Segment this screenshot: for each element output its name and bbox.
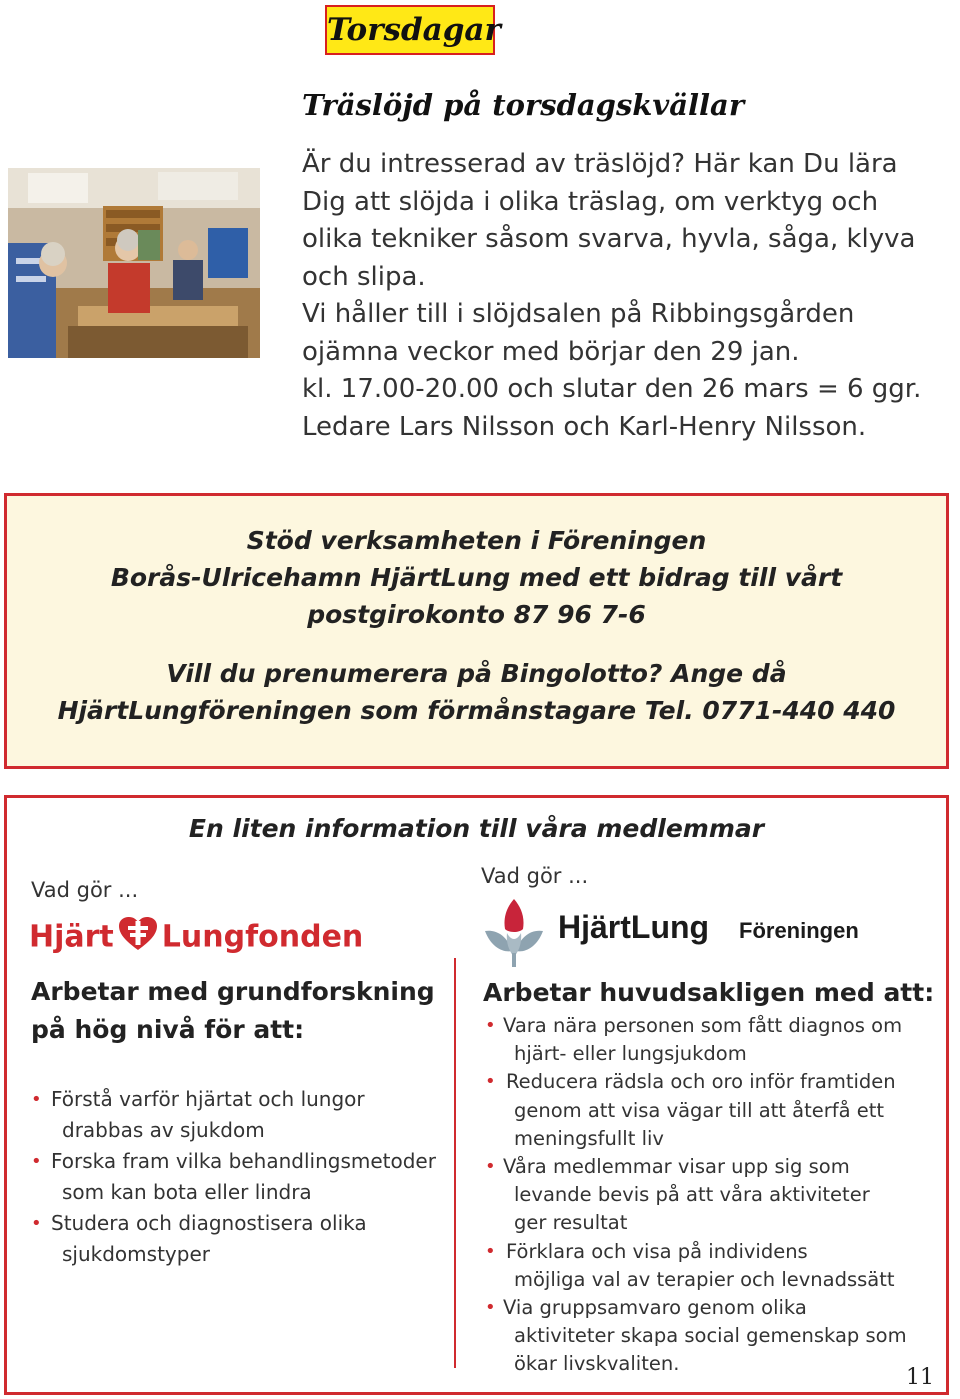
- list-item: • Via gruppsamvaro genom olika aktiviteter skapa social gemenskap som ökar livskvaliten.: [485, 1296, 907, 1376]
- support-account-line: postgirokonto 87 96 7-6: [307, 600, 646, 629]
- support-line: Borås-Ulricehamn HjärtLung med ett bidrag till vårt: [110, 563, 843, 592]
- body-line: Är du intresserad av träslöjd? Här kan Du lära: [302, 149, 898, 179]
- bullet-icon: •: [31, 1151, 42, 1172]
- bullet-icon: •: [485, 1240, 496, 1262]
- list-item: • Våra medlemmar visar upp sig som levande bevis på att våra aktiviteter ger resultat: [485, 1155, 870, 1235]
- body-line: Dig att slöjda i olika träslag, om verktyg och: [302, 186, 879, 217]
- bingolotto-phone-line: HjärtLungföreningen som förmånstagare Tel. 0771-440 440: [57, 696, 896, 725]
- hjartlung-foreningen-logo: [481, 895, 901, 970]
- column-divider: [454, 958, 456, 1368]
- logo-text-part1: Hjärt: [29, 919, 114, 955]
- hjartlung-logo-main: HjärtLung: [558, 909, 710, 945]
- bullet-icon: •: [31, 1089, 42, 1110]
- list-item: • Förklara och visa på individens möjliga val av terapier och levnadssätt: [485, 1239, 895, 1291]
- left-heading-line: på hög nivå för att:: [31, 1015, 305, 1044]
- list-item: • Forska fram vilka behandlingsmetoder som kan bota eller lindra: [31, 1146, 436, 1208]
- right-column-heading: Arbetar huvudsakligen med att:: [483, 978, 935, 1007]
- body-line: kl. 17.00-20.00 och slutar den 26 mars = 6 ggr.: [302, 374, 922, 404]
- article-heading: Träslöjd på torsdagskvällar: [302, 88, 745, 122]
- left-bullet-list: [31, 1084, 436, 1270]
- page-number: 11: [906, 1365, 934, 1390]
- heart-cross-icon: [118, 916, 158, 960]
- list-item: • Förstå varför hjärtat och lungor drabbas av sjukdom: [31, 1084, 436, 1146]
- support-line: Stöd verksamheten i Föreningen: [246, 526, 707, 555]
- info-title: En liten information till våra medlemmar: [188, 814, 765, 843]
- bullet-icon: •: [485, 1156, 496, 1178]
- body-line: Vi håller till i slöjdsalen på Ribbingsgården: [302, 299, 855, 329]
- left-vad-gor: Vad gör ...: [31, 878, 139, 902]
- bullet-icon: •: [31, 1213, 42, 1234]
- left-column-heading: [31, 973, 435, 1049]
- section-tag: Torsdagar: [325, 5, 495, 55]
- hjartlung-logo-sub: Föreningen: [739, 918, 859, 943]
- tulip-icon: [481, 895, 547, 971]
- bullet-icon: •: [485, 1071, 496, 1093]
- support-box: [4, 493, 949, 769]
- bullet-icon: •: [485, 1297, 496, 1319]
- hjart-lungfonden-logo: [29, 916, 363, 960]
- body-line: och slipa.: [302, 261, 426, 292]
- list-item: • Reducera rädsla och oro inför framtiden genom att visa vägar till att återfå ett meningsfullt liv: [485, 1070, 896, 1150]
- body-line: Ledare Lars Nilsson och Karl-Henry Nilsson.: [302, 411, 867, 442]
- bingolotto-line: Vill du prenumerera på Bingolotto? Ange då: [166, 659, 787, 688]
- right-bullet-list: [483, 1012, 907, 1379]
- list-item: • Vara nära personen som fått diagnos om hjärt- eller lungsjukdom: [485, 1014, 903, 1066]
- logo-text-part2: Lungfonden: [161, 919, 364, 955]
- bullet-icon: •: [485, 1015, 496, 1036]
- woodworking-photo: [8, 168, 260, 358]
- left-heading-line: Arbetar med grundforskning: [31, 977, 435, 1006]
- body-line: olika tekniker såsom svarva, hyvla, såga, klyva: [302, 224, 916, 254]
- list-item: • Studera och diagnostisera olika sjukdomstyper: [31, 1208, 436, 1270]
- article-body: [302, 146, 947, 446]
- member-info-box: [4, 795, 949, 1395]
- right-vad-gor: Vad gör ...: [481, 864, 589, 888]
- body-line: ojämna veckor med börjar den 29 jan.: [302, 336, 800, 367]
